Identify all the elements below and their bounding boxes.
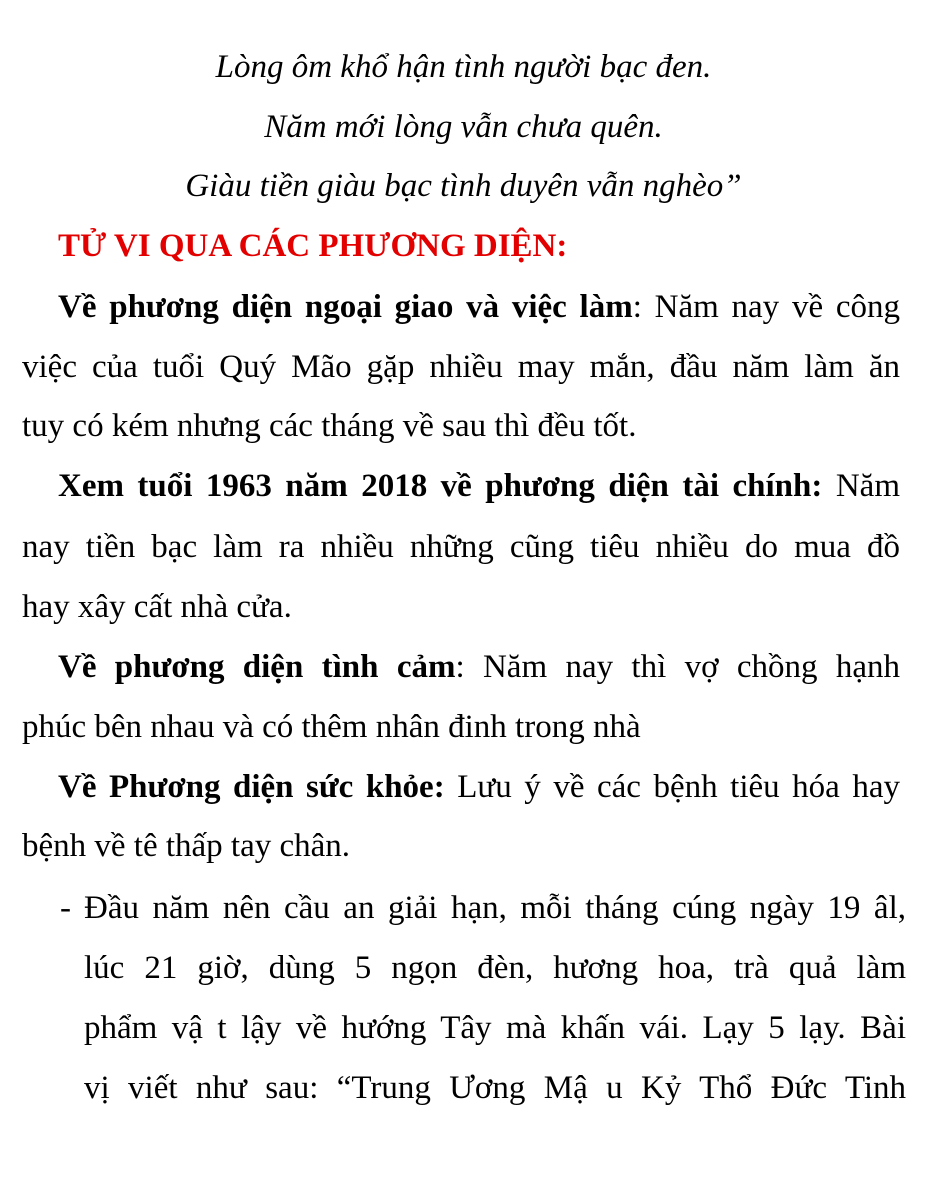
paragraph-text: Năm xyxy=(822,468,900,504)
bold-label-love: Về phương diện tình cảm xyxy=(58,649,456,685)
list-item-line-4: vị viết như sau: “Trung Ương Mậ u Kỷ Thổ Đức Tinh xyxy=(84,1070,906,1106)
paragraph-finance-line-1 xyxy=(58,466,900,506)
paragraph-text: : Năm nay thì vợ chồng hạnh xyxy=(455,649,901,685)
paragraph-diplomacy-line-2: việc của tuổi Quý Mão gặp nhiều may mắn, đầu năm làm ăn xyxy=(22,349,900,385)
paragraph-love-line-2: phúc bên nhau và có thêm nhân đinh trong nhà xyxy=(22,709,641,745)
list-item-line-2: lúc 21 giờ, dùng 5 ngọn đèn, hương hoa, trà quả làm xyxy=(84,950,906,986)
paragraph-health-line-1 xyxy=(58,767,900,807)
paragraph-text: : Năm nay về công xyxy=(632,289,900,325)
poem-line-2: Năm mới lòng vẫn chưa quên. xyxy=(264,109,663,145)
list-item-line-1: Đầu năm nên cầu an giải hạn, mỗi tháng cúng ngày 19 âl, xyxy=(84,890,906,926)
bold-label-finance: Xem tuổi 1963 năm 2018 về phương diện tài chính: xyxy=(58,468,823,504)
list-bullet-dash: - xyxy=(60,890,71,926)
bold-label-diplomacy: Về phương diện ngoại giao và việc làm xyxy=(58,289,633,325)
poem-line-3: Giàu tiền giàu bạc tình duyên vẫn nghèo” xyxy=(185,168,742,204)
list-item-line-3: phẩm vậ t lậy về hướng Tây mà khấn vái. Lạy 5 lạy. Bài xyxy=(84,1010,906,1046)
paragraph-text: Lưu ý về các bệnh tiêu hóa hay xyxy=(444,769,900,805)
paragraph-finance-line-2: nay tiền bạc làm ra nhiều những cũng tiêu nhiều do mua đồ xyxy=(22,529,900,565)
bold-label-health: Về Phương diện sức khỏe: xyxy=(58,769,445,805)
paragraph-finance-line-3: hay xây cất nhà cửa. xyxy=(22,589,292,625)
section-heading: TỬ VI QUA CÁC PHƯƠNG DIỆN: xyxy=(58,228,568,264)
paragraph-health-line-2: bệnh về tê thấp tay chân. xyxy=(22,828,351,864)
paragraph-love-line-1 xyxy=(58,647,900,687)
paragraph-diplomacy-line-3: tuy có kém nhưng các tháng về sau thì đều tốt. xyxy=(22,408,637,444)
poem-line-1: Lòng ôm khổ hận tình người bạc đen. xyxy=(215,49,712,85)
paragraph-diplomacy-line-1 xyxy=(58,287,900,327)
